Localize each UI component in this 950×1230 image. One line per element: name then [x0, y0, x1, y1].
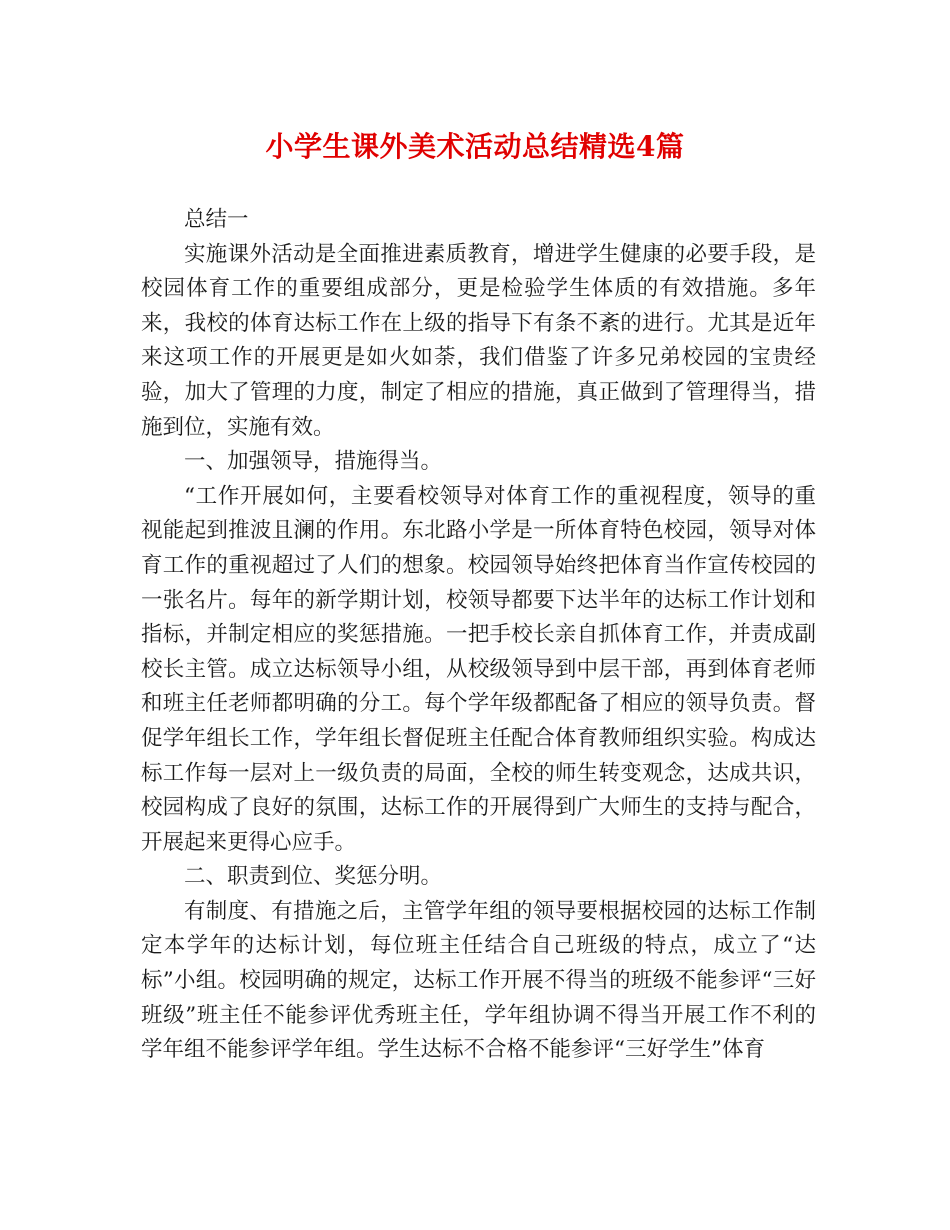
section-heading: 一、加强领导，措施得当。 — [184, 449, 443, 475]
body-paragraph: 有制度、有措施之后，主管学年组的领导要根据校园的达标工作制定本学年的达标计划，每位班主任结合自己班级的特点，成立了“达标”小组。校园明确的规定，达标工作开展不得当的班级不能参评“三好班级”班主任不能参评优秀班主任，学年组协调不得当开展工作不利的学年组不能参评学年组。学生达标不合格不能参评“三好学生”体育 — [141, 898, 816, 1063]
document-body — [141, 203, 816, 1068]
body-paragraph: “工作开展如何，主要看校领导对体育工作的重视程度，领导的重视能起到推波且澜的作用。东北路小学是一所体育特色校园，领导对体育工作的重视超过了人们的想象。校园领导始终把体育当作宣传校园的一张名片。每年的新学期计划，校领导都要下达半年的达标工作计划和指标，并制定相应的奖惩措施。一把手校长亲自抓体育工作，并责成副校长主管。成立达标领导小组，从校级领导到中层干部，再到体育老师和班主任老师都明确的分工。每个学年级都配备了相应的领导负责。督促学年组长工作，学年组长督促班主任配合体育教师组织实验。构成达标工作每一层对上一级负责的局面，全校的师生转变观念，达成共识，校园构成了良好的氛围，达标工作的开展得到广大师生的支持与配合，开展起来更得心应手。 — [141, 483, 816, 855]
section-heading: 二、职责到位、奖惩分明。 — [184, 864, 443, 890]
document-title: 小学生课外美术活动总结精选4篇 — [265, 130, 685, 163]
body-paragraph: 实施课外活动是全面推进素质教育，增进学生健康的必要手段，是校园体育工作的重要组成部分，更是检验学生体质的有效措施。多年来，我校的体育达标工作在上级的指导下有条不紊的进行。尤其是近年来这项工作的开展更是如火如荼，我们借鉴了许多兄弟校园的宝贵经验，加大了管理的力度，制定了相应的措施，真正做到了管理得当，措施到位，实施有效。 — [141, 241, 816, 440]
section-label: 总结一 — [184, 207, 249, 232]
